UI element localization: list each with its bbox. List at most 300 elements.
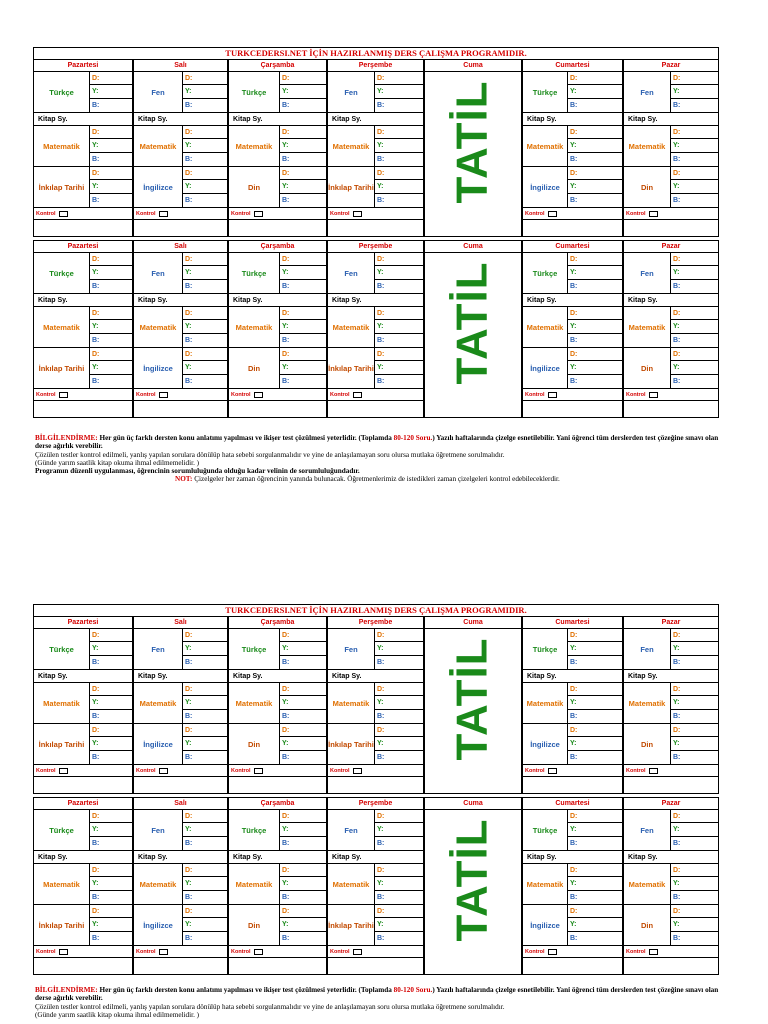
answer-cell-dogru[interactable]: D: [183, 810, 227, 823]
answer-cell-bos[interactable]: B: [377, 282, 385, 290]
answer-cell-yanlis[interactable]: Y: [90, 823, 132, 836]
kitap-sayfa-row[interactable]: Kitap Sy. [624, 851, 718, 864]
answer-cell-bos[interactable]: B: [92, 101, 100, 109]
answer-cell-yanlis[interactable]: Y: [568, 642, 622, 655]
answer-cell-dogru[interactable]: D: [671, 307, 718, 320]
subject-name: Din [247, 182, 261, 192]
answer-cell-bos[interactable]: B: [377, 155, 385, 163]
answer-cell-bos[interactable]: B: [92, 282, 100, 290]
kitap-sayfa-row[interactable]: Kitap Sy. [328, 113, 423, 126]
answer-cell-bos[interactable]: B: [673, 336, 681, 344]
answer-cell-bos[interactable]: B: [92, 893, 100, 901]
kitap-sayfa-row[interactable]: Kitap Sy. [624, 294, 718, 307]
day-header: Cumartesi [523, 241, 622, 253]
answer-cell-yanlis[interactable]: Y: [671, 823, 718, 836]
answer-cell-yanlis[interactable]: Y: [375, 139, 423, 152]
answer-cell-bos[interactable]: B: [185, 893, 193, 901]
answer-cell-yanlis[interactable]: Y: [375, 320, 423, 333]
answer-cell-yanlis[interactable]: Y: [671, 85, 718, 98]
kontrol-checkbox[interactable] [254, 768, 263, 774]
day-column [134, 60, 229, 236]
answer-cell-yanlis[interactable]: Y: [90, 266, 132, 279]
answer-cell-yanlis[interactable]: Y: [375, 737, 423, 750]
answer-cell-dogru[interactable]: D: [671, 253, 718, 266]
answer-cell-dogru[interactable]: D: [183, 253, 227, 266]
answer-cell-yanlis[interactable]: Y: [183, 877, 227, 890]
answer-cell-dogru[interactable]: D: [280, 348, 326, 361]
subject-name: Matematik [43, 322, 80, 332]
answer-cell-dogru[interactable]: D: [183, 167, 227, 180]
answer-cell-dogru[interactable]: D: [90, 72, 132, 85]
answer-cell-yanlis[interactable]: Y: [90, 361, 132, 374]
answer-cell-yanlis[interactable]: Y: [280, 823, 326, 836]
kitap-sayfa-row[interactable]: Kitap Sy. [523, 851, 622, 864]
answer-cell-dogru[interactable]: D: [671, 126, 718, 139]
kontrol-checkbox[interactable] [353, 392, 362, 398]
answer-cells [670, 253, 718, 293]
answer-cell-bos[interactable]: B: [92, 377, 100, 385]
kitap-sayfa-row[interactable]: Kitap Sy. [523, 294, 622, 307]
answer-cell-yanlis[interactable]: Y: [90, 737, 132, 750]
answer-cell-bos[interactable]: B: [185, 196, 193, 204]
answer-cell-yanlis[interactable]: Y: [183, 139, 227, 152]
answer-cell-bos[interactable]: B: [282, 712, 290, 720]
answer-cells [279, 348, 326, 388]
answer-cell-yanlis[interactable]: Y: [568, 85, 622, 98]
answer-cell-yanlis[interactable]: Y: [671, 361, 718, 374]
answer-cell-yanlis[interactable]: Y: [90, 642, 132, 655]
answer-cell-yanlis[interactable]: Y: [568, 696, 622, 709]
answer-cell-bos[interactable]: B: [570, 753, 578, 761]
answer-cells [89, 167, 132, 207]
answer-cell-bos[interactable]: B: [377, 336, 385, 344]
answer-cell-bos[interactable]: B: [282, 839, 290, 847]
week-block [33, 797, 719, 975]
answer-cell-dogru[interactable]: D: [280, 307, 326, 320]
kitap-sayfa-row[interactable]: Kitap Sy. [34, 113, 132, 126]
answer-cell-bos[interactable]: B: [92, 753, 100, 761]
answer-cell-bos[interactable]: B: [282, 336, 290, 344]
answer-cell-dogru[interactable]: D: [568, 864, 622, 877]
answer-cell-dogru[interactable]: D: [90, 253, 132, 266]
answer-cell-yanlis[interactable]: Y: [280, 139, 326, 152]
answer-cell-bos[interactable]: B: [673, 155, 681, 163]
answer-cell-dogru[interactable]: D: [671, 348, 718, 361]
kitap-sayfa-row[interactable]: Kitap Sy. [624, 113, 718, 126]
answer-cell-yanlis[interactable]: Y: [90, 696, 132, 709]
answer-cell-yanlis[interactable]: Y: [375, 918, 423, 931]
answer-cell-dogru[interactable]: D: [90, 126, 132, 139]
answer-cell-dogru[interactable]: D: [183, 864, 227, 877]
answer-cell-bos[interactable]: B: [377, 377, 385, 385]
answer-cell-bos[interactable]: B: [377, 196, 385, 204]
answer-cell-bos[interactable]: B: [92, 155, 100, 163]
answer-cell-dogru[interactable]: D: [280, 126, 326, 139]
answer-cell-bos[interactable]: B: [282, 658, 290, 666]
answer-cell-dogru[interactable]: D: [568, 307, 622, 320]
answer-cells [182, 905, 227, 945]
answer-cell-yanlis[interactable]: Y: [568, 918, 622, 931]
day-header: Çarşamba [229, 798, 326, 810]
answer-cell-dogru[interactable]: D: [90, 864, 132, 877]
answer-cell-dogru[interactable]: D: [671, 905, 718, 918]
answer-cell-bos[interactable]: B: [282, 934, 290, 942]
answer-cell-yanlis[interactable]: Y: [183, 85, 227, 98]
answer-cell-dogru[interactable]: D: [183, 629, 227, 642]
answer-cell-dogru[interactable]: D: [375, 253, 423, 266]
kitap-sayfa-row[interactable]: Kitap Sy. [134, 670, 227, 683]
answer-cell-dogru[interactable]: D: [568, 724, 622, 737]
subject-group [229, 864, 326, 905]
answer-cells [279, 72, 326, 112]
answer-cell-bos[interactable]: B: [282, 155, 290, 163]
answer-cell-dogru[interactable]: D: [375, 167, 423, 180]
kontrol-label: Kontrol [626, 949, 646, 955]
kontrol-checkbox[interactable] [548, 768, 557, 774]
answer-cell-dogru[interactable]: D: [375, 126, 423, 139]
answer-cell-dogru[interactable]: D: [280, 72, 326, 85]
answer-cell-dogru[interactable]: D: [280, 724, 326, 737]
day-header: Salı [134, 617, 227, 629]
answer-cell-yanlis[interactable]: Y: [671, 642, 718, 655]
answer-cell-dogru[interactable]: D: [375, 348, 423, 361]
answer-cell-dogru[interactable]: D: [183, 683, 227, 696]
kitap-sayfa-row[interactable]: Kitap Sy. [229, 851, 326, 864]
answer-cell-bos[interactable]: B: [673, 712, 681, 720]
answer-cell-bos[interactable]: B: [185, 377, 193, 385]
answer-cell-bos[interactable]: B: [185, 282, 193, 290]
answer-cell-dogru[interactable]: D: [568, 253, 622, 266]
kitap-sayfa-row[interactable]: Kitap Sy. [134, 294, 227, 307]
kitap-sayfa-row[interactable]: Kitap Sy. [34, 294, 132, 307]
kontrol-checkbox[interactable] [59, 211, 68, 217]
answer-cell-yanlis[interactable]: Y: [568, 361, 622, 374]
answer-cell-yanlis[interactable]: Y: [375, 266, 423, 279]
answer-cell-bos[interactable]: B: [570, 893, 578, 901]
kontrol-checkbox[interactable] [649, 768, 658, 774]
answer-cell-bos[interactable]: B: [282, 101, 290, 109]
answer-cell-dogru[interactable]: D: [568, 126, 622, 139]
subject-group [328, 126, 423, 167]
answer-cell-bos[interactable]: B: [673, 282, 681, 290]
answer-cells [567, 307, 622, 347]
answer-cell-dogru[interactable]: D: [90, 629, 132, 642]
kontrol-row [624, 208, 718, 220]
answer-cell-yanlis[interactable]: Y: [568, 737, 622, 750]
kontrol-label: Kontrol [231, 949, 251, 955]
answer-cell-bos[interactable]: B: [673, 839, 681, 847]
answer-cell-bos[interactable]: B: [377, 934, 385, 942]
answer-cell-yanlis[interactable]: Y: [183, 823, 227, 836]
answer-cell-dogru[interactable]: D: [375, 810, 423, 823]
answer-cell-bos[interactable]: B: [185, 934, 193, 942]
subject-name: Din [640, 739, 654, 749]
kitap-sayfa-row[interactable]: Kitap Sy. [328, 294, 423, 307]
answer-cell-yanlis[interactable]: Y: [280, 918, 326, 931]
kontrol-checkbox[interactable] [159, 211, 168, 217]
kitap-sayfa-row[interactable]: Kitap Sy. [624, 670, 718, 683]
answer-cell-bos[interactable]: B: [570, 196, 578, 204]
answer-cell-bos[interactable]: B: [377, 839, 385, 847]
answer-cell-yanlis[interactable]: Y: [183, 361, 227, 374]
answer-cell-yanlis[interactable]: Y: [90, 139, 132, 152]
answer-cell-yanlis[interactable]: Y: [375, 180, 423, 193]
answer-cell-yanlis[interactable]: Y: [671, 266, 718, 279]
answer-cell-dogru[interactable]: D: [280, 683, 326, 696]
answer-cell-dogru[interactable]: D: [280, 864, 326, 877]
subject-name: Matematik [43, 698, 80, 708]
answer-cell-dogru[interactable]: D: [568, 348, 622, 361]
answer-cell-bos[interactable]: B: [673, 377, 681, 385]
answer-cell-yanlis[interactable]: Y: [375, 85, 423, 98]
answer-cells [567, 629, 622, 669]
kontrol-checkbox[interactable] [548, 211, 557, 217]
kitap-sayfa-row[interactable]: Kitap Sy. [523, 113, 622, 126]
subject-group [34, 253, 132, 294]
answer-cell-dogru[interactable]: D: [183, 307, 227, 320]
answer-cell-yanlis[interactable]: Y: [280, 642, 326, 655]
answer-cell-bos[interactable]: B: [673, 934, 681, 942]
answer-cell-yanlis[interactable]: Y: [183, 696, 227, 709]
answer-cell-dogru[interactable]: D: [671, 629, 718, 642]
answer-cell-bos[interactable]: B: [92, 712, 100, 720]
answer-cell-bos[interactable]: B: [570, 155, 578, 163]
answer-cell-yanlis[interactable]: Y: [90, 320, 132, 333]
answer-cell-dogru[interactable]: D: [671, 167, 718, 180]
answer-cell-bos[interactable]: B: [185, 753, 193, 761]
answer-cell-dogru[interactable]: D: [671, 724, 718, 737]
subject-group [624, 724, 718, 765]
answer-cell-yanlis[interactable]: Y: [375, 877, 423, 890]
kontrol-checkbox[interactable] [548, 392, 557, 398]
answer-cell-dogru[interactable]: D: [183, 348, 227, 361]
kitap-sayfa-row[interactable]: Kitap Sy. [523, 670, 622, 683]
answer-cell-yanlis[interactable]: Y: [280, 696, 326, 709]
answer-cells [89, 905, 132, 945]
answer-cell-dogru[interactable]: D: [375, 864, 423, 877]
answer-cell-yanlis[interactable]: Y: [183, 737, 227, 750]
answer-cell-bos[interactable]: B: [282, 893, 290, 901]
answer-cell-yanlis[interactable]: Y: [671, 877, 718, 890]
answer-cell-dogru[interactable]: D: [280, 167, 326, 180]
answer-cell-yanlis[interactable]: Y: [671, 139, 718, 152]
answer-cell-dogru[interactable]: D: [90, 307, 132, 320]
answer-cell-yanlis[interactable]: Y: [568, 139, 622, 152]
day-column [134, 617, 229, 793]
answer-cell-bos[interactable]: B: [185, 658, 193, 666]
kitap-sayfa-row[interactable]: Kitap Sy. [328, 670, 423, 683]
answer-cell-yanlis[interactable]: Y: [183, 320, 227, 333]
answer-cell-dogru[interactable]: D: [568, 905, 622, 918]
kitap-sayfa-row[interactable]: Kitap Sy. [328, 851, 423, 864]
answer-cell-dogru[interactable]: D: [568, 683, 622, 696]
kitap-sayfa-row[interactable]: Kitap Sy. [34, 670, 132, 683]
answer-cell-bos[interactable]: B: [282, 282, 290, 290]
kontrol-checkbox[interactable] [159, 392, 168, 398]
answer-cell-yanlis[interactable]: Y: [183, 266, 227, 279]
answer-cell-yanlis[interactable]: Y: [671, 180, 718, 193]
answer-cell-dogru[interactable]: D: [568, 167, 622, 180]
kontrol-checkbox[interactable] [649, 392, 658, 398]
answer-cell-yanlis[interactable]: Y: [568, 320, 622, 333]
kitap-sayfa-row[interactable]: Kitap Sy. [229, 113, 326, 126]
answer-cell-dogru[interactable]: D: [280, 253, 326, 266]
answer-cell-bos[interactable]: B: [673, 101, 681, 109]
kontrol-row [229, 208, 326, 220]
kitap-sayfa-row[interactable]: Kitap Sy. [229, 294, 326, 307]
kontrol-checkbox[interactable] [254, 211, 263, 217]
answer-cell-bos[interactable]: B: [92, 336, 100, 344]
answer-cell-dogru[interactable]: D: [183, 126, 227, 139]
kontrol-checkbox[interactable] [353, 949, 362, 955]
kontrol-row [34, 208, 132, 220]
day-header: Çarşamba [229, 60, 326, 72]
answer-cell-yanlis[interactable]: Y: [280, 266, 326, 279]
answer-cell-yanlis[interactable]: Y: [280, 320, 326, 333]
answer-cell-bos[interactable]: B: [92, 839, 100, 847]
answer-cell-dogru[interactable]: D: [375, 629, 423, 642]
answer-cell-dogru[interactable]: D: [90, 810, 132, 823]
answer-cell-bos[interactable]: B: [92, 658, 100, 666]
kontrol-checkbox[interactable] [548, 949, 557, 955]
kontrol-checkbox[interactable] [353, 211, 362, 217]
answer-cell-bos[interactable]: B: [570, 658, 578, 666]
answer-cell-yanlis[interactable]: Y: [280, 877, 326, 890]
answer-cell-yanlis[interactable]: Y: [183, 642, 227, 655]
answer-cell-yanlis[interactable]: Y: [568, 180, 622, 193]
answer-cell-yanlis[interactable]: Y: [671, 737, 718, 750]
answer-cell-bos[interactable]: B: [185, 155, 193, 163]
answer-cell-yanlis[interactable]: Y: [280, 737, 326, 750]
kitap-sayfa-row[interactable]: Kitap Sy. [34, 851, 132, 864]
answer-cell-yanlis[interactable]: Y: [375, 696, 423, 709]
kitap-sayfa-row[interactable]: Kitap Sy. [134, 851, 227, 864]
answer-cell-yanlis[interactable]: Y: [375, 823, 423, 836]
answer-cell-bos[interactable]: B: [282, 377, 290, 385]
answer-cell-bos[interactable]: B: [673, 196, 681, 204]
kontrol-checkbox[interactable] [59, 768, 68, 774]
answer-cell-bos[interactable]: B: [92, 934, 100, 942]
answer-cell-dogru[interactable]: D: [90, 348, 132, 361]
answer-cell-yanlis[interactable]: Y: [375, 642, 423, 655]
kontrol-checkbox[interactable] [159, 768, 168, 774]
answer-cell-yanlis[interactable]: Y: [671, 918, 718, 931]
answer-cell-bos[interactable]: B: [570, 712, 578, 720]
kontrol-checkbox[interactable] [353, 768, 362, 774]
answer-cell-dogru[interactable]: D: [183, 72, 227, 85]
answer-cell-dogru[interactable]: D: [90, 905, 132, 918]
kontrol-checkbox[interactable] [649, 211, 658, 217]
answer-cell-yanlis[interactable]: Y: [568, 877, 622, 890]
answer-cell-bos[interactable]: B: [282, 196, 290, 204]
answer-cell-dogru[interactable]: D: [90, 683, 132, 696]
answer-cell-yanlis[interactable]: Y: [90, 180, 132, 193]
answer-cell-yanlis[interactable]: Y: [568, 823, 622, 836]
answer-cell-yanlis[interactable]: Y: [90, 877, 132, 890]
answer-cell-dogru[interactable]: D: [568, 72, 622, 85]
answer-cell-yanlis[interactable]: Y: [671, 696, 718, 709]
answer-cell-dogru[interactable]: D: [671, 683, 718, 696]
subject-group [134, 348, 227, 389]
answer-cell-dogru[interactable]: D: [375, 724, 423, 737]
subject-name: Türkçe [49, 644, 74, 654]
answer-cell-bos[interactable]: B: [377, 101, 385, 109]
answer-cell-dogru[interactable]: D: [90, 167, 132, 180]
answer-cell-bos[interactable]: B: [92, 196, 100, 204]
answer-cell-dogru[interactable]: D: [280, 629, 326, 642]
answer-cell-bos[interactable]: B: [570, 101, 578, 109]
kontrol-checkbox[interactable] [254, 949, 263, 955]
answer-cell-bos[interactable]: B: [185, 712, 193, 720]
answer-cell-yanlis[interactable]: Y: [671, 320, 718, 333]
answer-cell-bos[interactable]: B: [185, 839, 193, 847]
answer-cell-bos[interactable]: B: [185, 101, 193, 109]
answer-cell-dogru[interactable]: D: [375, 307, 423, 320]
day-header: Çarşamba [229, 617, 326, 629]
answer-cell-yanlis[interactable]: Y: [183, 180, 227, 193]
answer-cell-dogru[interactable]: D: [90, 724, 132, 737]
answer-cell-yanlis[interactable]: Y: [568, 266, 622, 279]
answer-cell-yanlis[interactable]: Y: [183, 918, 227, 931]
answer-cell-dogru[interactable]: D: [568, 810, 622, 823]
answer-cell-bos[interactable]: B: [570, 839, 578, 847]
kontrol-checkbox[interactable] [649, 949, 658, 955]
kontrol-checkbox[interactable] [59, 949, 68, 955]
answer-cell-bos[interactable]: B: [570, 336, 578, 344]
answer-cell-dogru[interactable]: D: [375, 905, 423, 918]
answer-cell-dogru[interactable]: D: [671, 810, 718, 823]
kontrol-checkbox[interactable] [159, 949, 168, 955]
answer-cell-bos[interactable]: B: [282, 753, 290, 761]
answer-cell-dogru[interactable]: D: [183, 905, 227, 918]
answer-cell-bos[interactable]: B: [377, 658, 385, 666]
answer-cell-dogru[interactable]: D: [280, 810, 326, 823]
kitap-sayfa-row[interactable]: Kitap Sy. [229, 670, 326, 683]
answer-cell-bos[interactable]: B: [673, 893, 681, 901]
answer-cell-dogru[interactable]: D: [671, 72, 718, 85]
answer-cell-bos[interactable]: B: [673, 658, 681, 666]
answer-cell-bos[interactable]: B: [673, 753, 681, 761]
answer-cell-bos[interactable]: B: [570, 934, 578, 942]
answer-cell-yanlis[interactable]: Y: [280, 180, 326, 193]
answer-cell-yanlis[interactable]: Y: [280, 85, 326, 98]
kitap-sayfa-row[interactable]: Kitap Sy. [134, 113, 227, 126]
answer-cell-dogru[interactable]: D: [183, 724, 227, 737]
answer-cell-dogru[interactable]: D: [568, 629, 622, 642]
answer-cell-bos[interactable]: B: [570, 282, 578, 290]
day-header: Pazartesi [34, 241, 132, 253]
answer-cell-bos[interactable]: B: [377, 753, 385, 761]
answer-cell-yanlis[interactable]: Y: [90, 918, 132, 931]
kontrol-checkbox[interactable] [59, 392, 68, 398]
answer-cell-bos[interactable]: B: [570, 377, 578, 385]
answer-cell-dogru[interactable]: D: [280, 905, 326, 918]
subject-group [624, 905, 718, 946]
answer-cell-dogru[interactable]: D: [375, 683, 423, 696]
answer-cell-yanlis[interactable]: Y: [90, 85, 132, 98]
subject-group [34, 810, 132, 851]
answer-cell-dogru[interactable]: D: [375, 72, 423, 85]
answer-cell-yanlis[interactable]: Y: [280, 361, 326, 374]
day-column [328, 60, 425, 236]
kontrol-checkbox[interactable] [254, 392, 263, 398]
answer-cell-bos[interactable]: B: [185, 336, 193, 344]
answer-cell-dogru[interactable]: D: [671, 864, 718, 877]
answer-cell-bos[interactable]: B: [377, 712, 385, 720]
answer-cell-bos[interactable]: B: [377, 893, 385, 901]
answer-cell-yanlis[interactable]: Y: [375, 361, 423, 374]
answer-cells [182, 253, 227, 293]
